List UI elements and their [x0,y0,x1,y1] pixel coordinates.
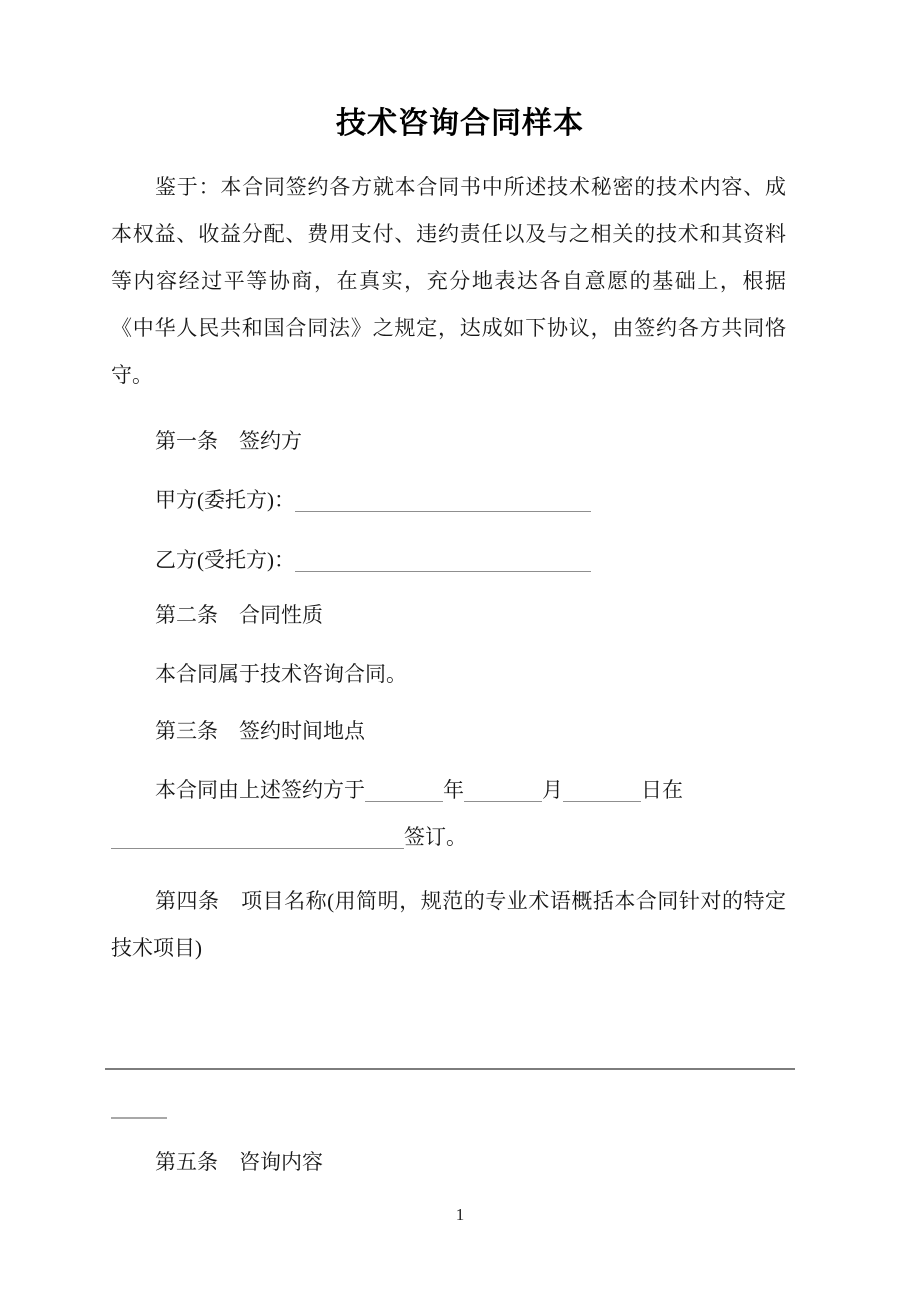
page-number: 1 [455,1205,465,1224]
date-line-1 [111,767,786,814]
preamble-line: 本权益、收益分配、费用支付、违约责任以及与之相关的技术和其资料 [111,222,786,246]
party-b-line [111,537,786,584]
place-fill-in-blank [111,828,404,849]
short-fill-in-rule [111,1117,167,1119]
day-label: 日在 [641,778,683,802]
party-b-label: 乙方(受托方)： [155,548,295,572]
sign-suffix: 签订。 [404,825,467,849]
party-a-fill-in-blank [295,491,591,512]
article-2-body: 本合同属于技术咨询合同。 [155,662,407,686]
preamble-line: 鉴于：本合同签约各方就本合同书中所述技术秘密的技术内容、成 [155,175,786,199]
long-fill-in-rule [105,1068,795,1070]
party-a-label: 甲方(委托方)： [155,488,295,512]
party-a-line [111,477,786,524]
page-title: 技术咨询合同样本 [336,107,584,140]
year-label: 年 [443,778,464,802]
article-3-date-line [111,767,786,861]
article-4-heading-line-2: 技术项目) [111,936,202,960]
date-prefix: 本合同由上述签约方于 [155,778,365,802]
month-label: 月 [542,778,563,802]
month-fill-in-blank [464,781,542,802]
article-3-heading: 第三条 签约时间地点 [155,719,365,743]
article-5-heading: 第五条 咨询内容 [155,1150,323,1174]
preamble-line: 守。 [111,363,153,387]
party-b-fill-in-blank [295,551,591,572]
article-4-heading-line-1: 第四条 项目名称(用简明，规范的专业术语概括本合同针对的特定 [155,889,786,913]
date-line-2 [111,814,786,861]
article-2-heading: 第二条 合同性质 [155,603,323,627]
year-fill-in-blank [365,781,443,802]
day-fill-in-blank [563,781,641,802]
article-4-heading [111,878,786,972]
article-1-heading: 第一条 签约方 [155,429,302,453]
preamble-paragraph [111,164,786,399]
preamble-line: 等内容经过平等协商，在真实，充分地表达各自意愿的基础上，根据 [111,269,786,293]
preamble-line: 《中华人民共和国合同法》之规定，达成如下协议，由签约各方共同恪 [111,316,786,340]
